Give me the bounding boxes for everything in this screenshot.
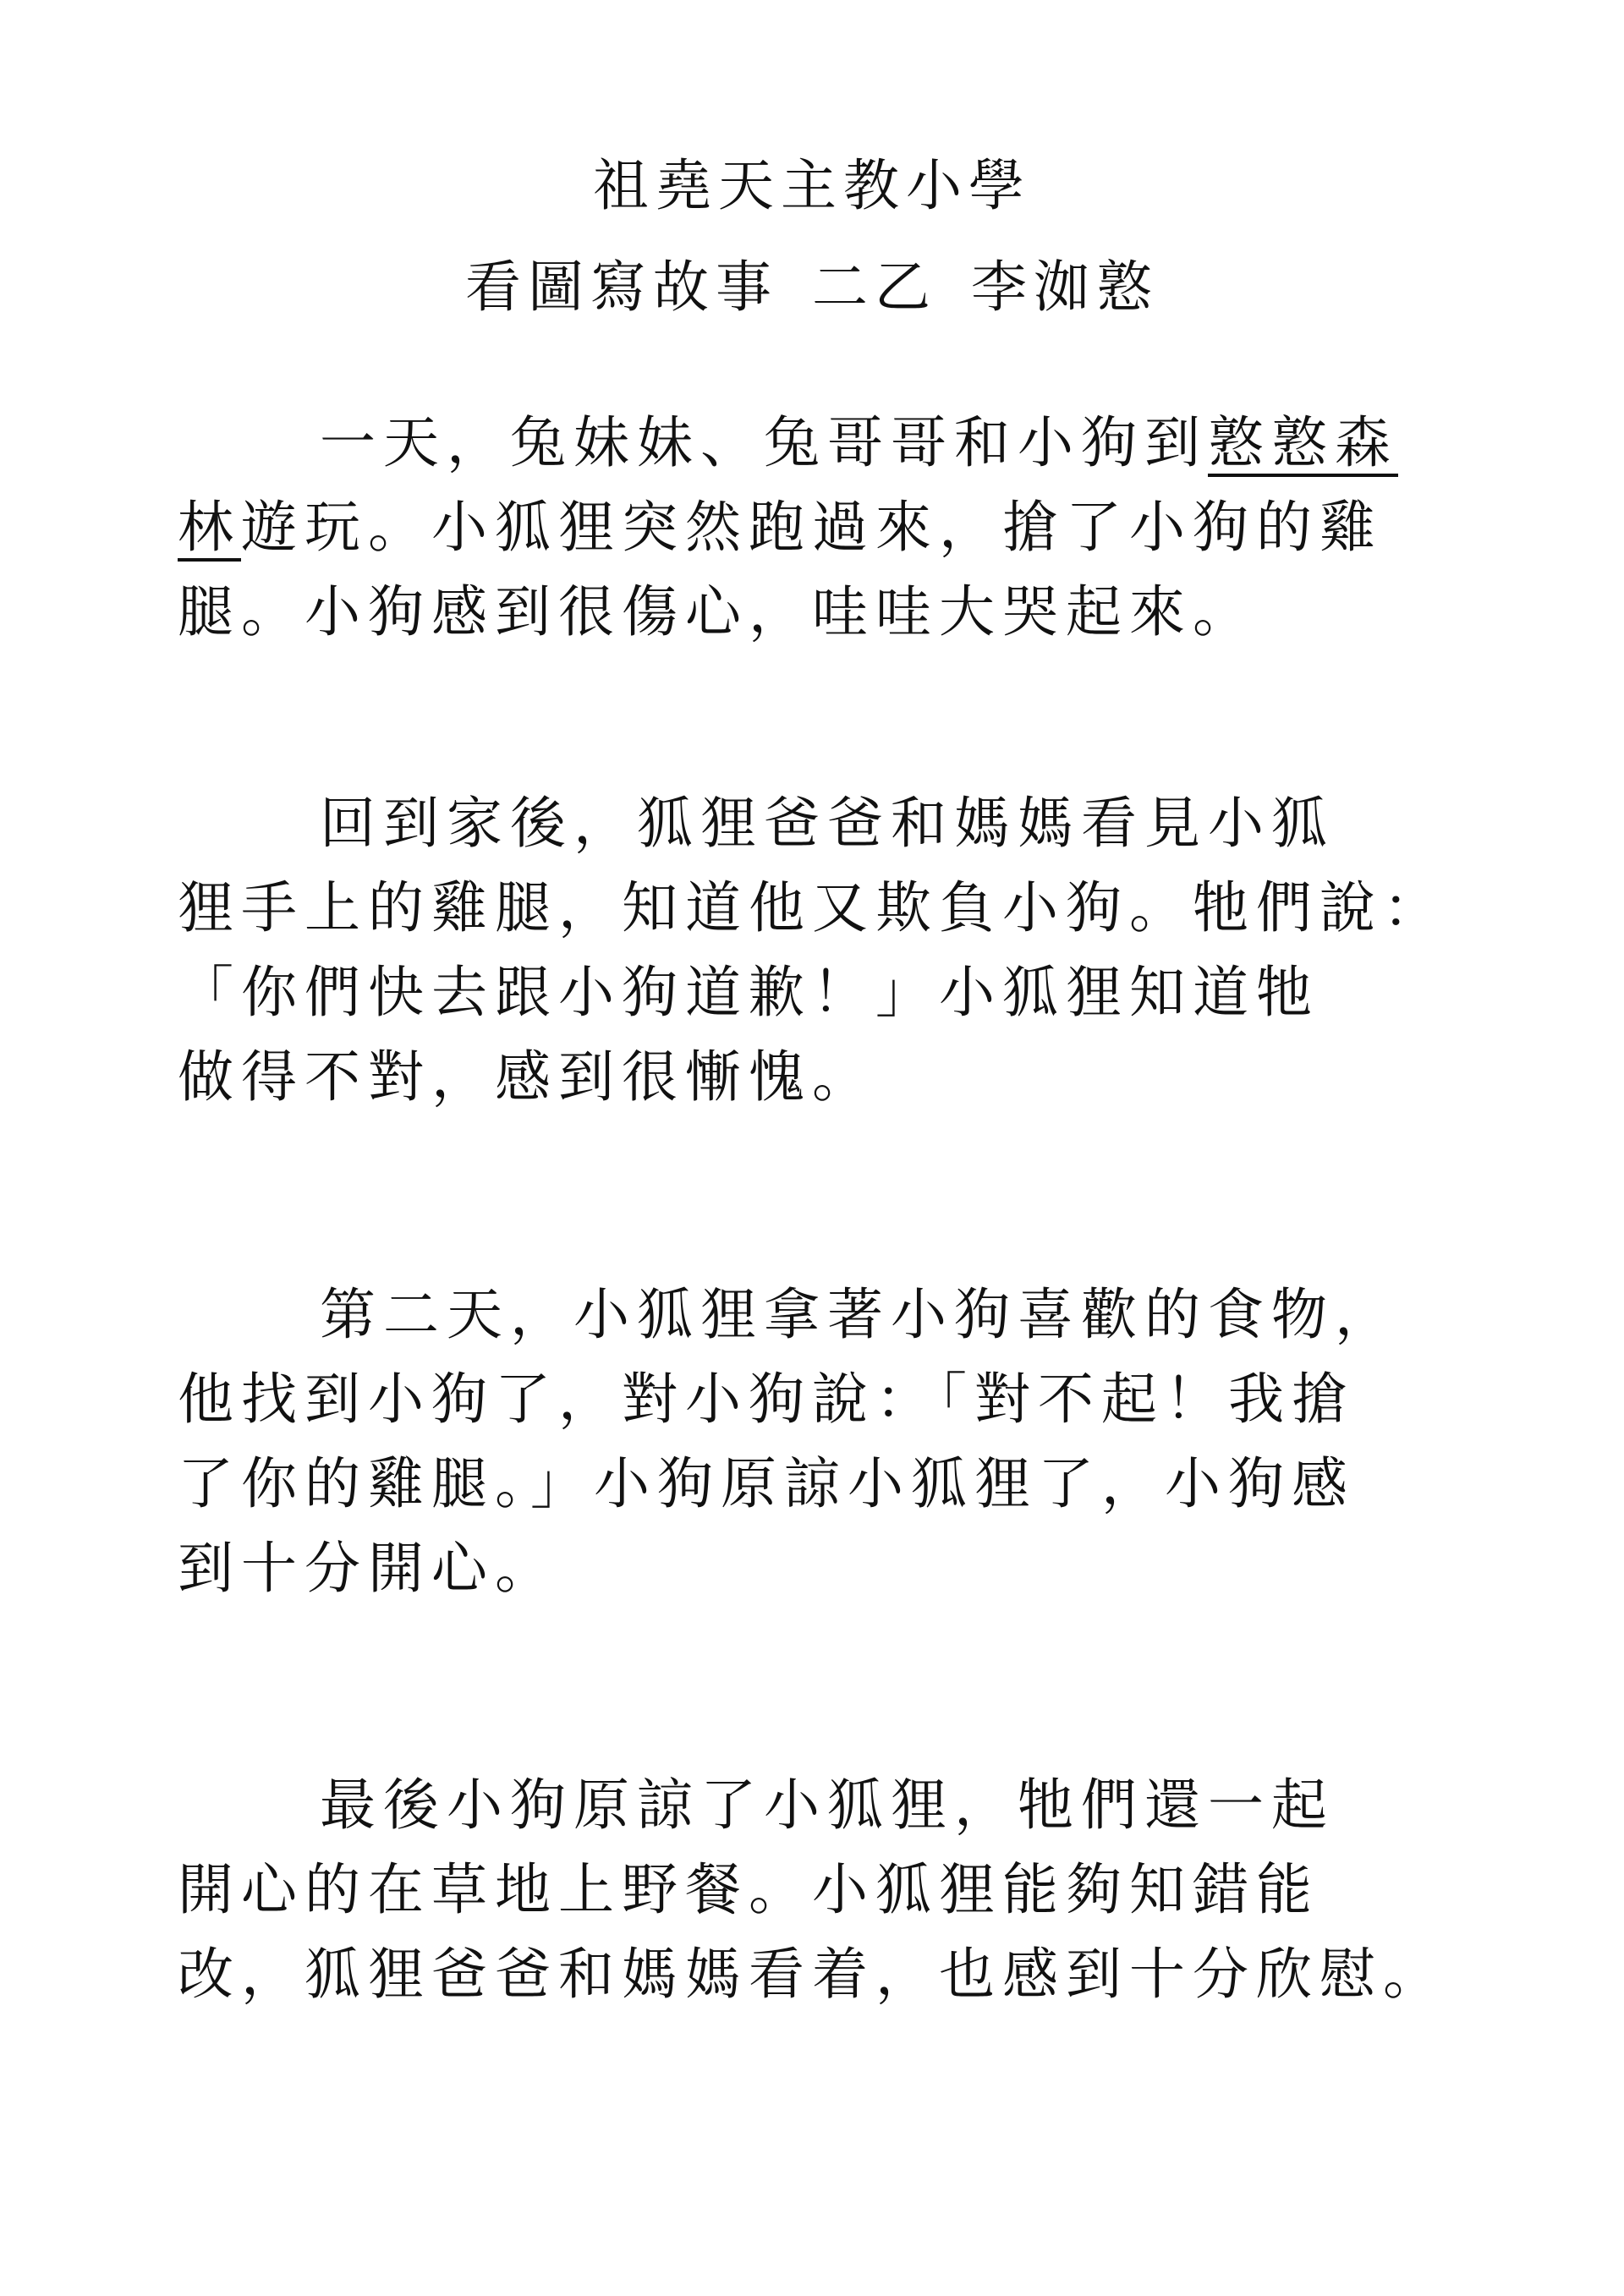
paragraph-line: 開心的在草地上野餐。小狐狸能夠知錯能 <box>178 1857 1320 1922</box>
paragraph-line <box>178 485 1480 570</box>
paragraph-line <box>178 401 1480 485</box>
school-name: 祖堯天主教小學 <box>593 153 1031 218</box>
paragraph-line: 他找到小狗了，對小狗說：「對不起！我搶 <box>178 1367 1355 1432</box>
assignment-heading <box>0 254 1624 321</box>
paragraph-line: 到十分開心。 <box>178 1536 558 1601</box>
place-name: 憝憝森 <box>1208 410 1398 475</box>
line-text: 一天，兔妹妹、兔哥哥和小狗到 <box>320 410 1208 475</box>
paragraph-line: 腿。小狗感到很傷心，哇哇大哭起來。 <box>178 579 1256 644</box>
paragraph-4 <box>178 1763 1480 2017</box>
paragraph-1 <box>178 401 1480 655</box>
paragraph-line: 「你們快去跟小狗道歉！」小狐狸知道牠 <box>178 960 1320 1025</box>
paragraph-line: 做得不對，感到很慚愧。 <box>178 1044 875 1110</box>
paragraph-line: 狸手上的雞腿，知道他又欺負小狗。牠們說： <box>178 875 1446 940</box>
line-text: 遊玩。小狐狸突然跑過來，搶了小狗的雞 <box>241 495 1383 560</box>
paragraph-line: 最後小狗原諒了小狐狸，牠們還一起 <box>320 1773 1335 1838</box>
author-name: 李洳憝 <box>971 255 1159 320</box>
paragraph-line: 改，狐狸爸爸和媽媽看着，也感到十分欣慰。 <box>178 1942 1446 2007</box>
paragraph-2 <box>178 781 1480 1120</box>
class-name: 二乙 <box>812 255 937 320</box>
paragraph-line: 回到家後，狐狸爸爸和媽媽看見小狐 <box>320 791 1335 856</box>
paragraph-line: 了你的雞腿。」小狗原諒小狐狸了，小狗感 <box>178 1451 1355 1516</box>
place-name: 林 <box>178 495 241 560</box>
paragraph-line: 第二天，小狐狸拿著小狗喜歡的食物， <box>320 1282 1398 1347</box>
paragraph-3 <box>178 1273 1480 1611</box>
assignment-title: 看圖寫故事 <box>465 255 778 320</box>
